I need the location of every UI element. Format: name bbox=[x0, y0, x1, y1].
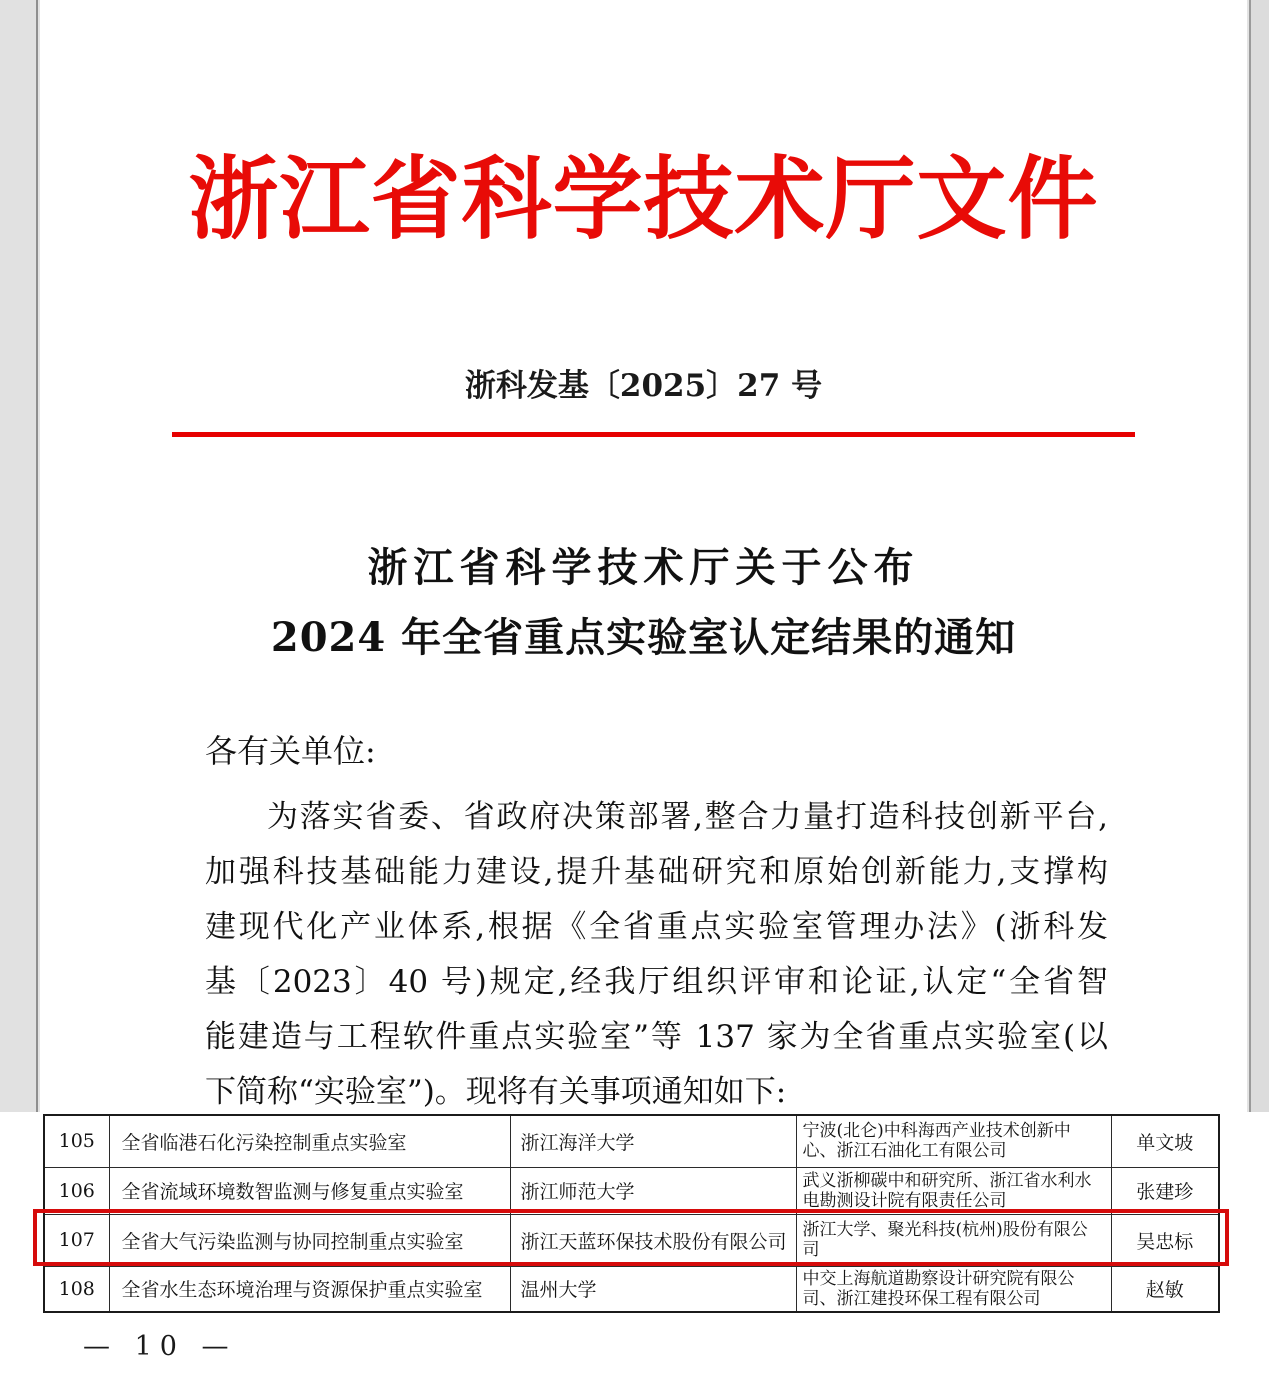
body-line: 下简称“实验室”)。现将有关事项通知如下: bbox=[205, 1074, 787, 1110]
cell-lab-name: 全省流域环境数智监测与修复重点实验室 bbox=[109, 1167, 510, 1214]
document-scan-bottom bbox=[0, 1112, 1269, 1386]
cell-no: 105 bbox=[44, 1115, 109, 1167]
cell-lab-name: 全省大气污染监测与协同控制重点实验室 bbox=[109, 1214, 510, 1266]
cell-partner-units: 中交上海航道勘察设计研究院有限公司、浙江建投环保工程有限公司 bbox=[796, 1266, 1111, 1312]
body-line: 建现代化产业体系,根据《全省重点实验室管理办法》(浙科发 bbox=[205, 909, 1108, 945]
document-number: 浙科发基〔2025〕27 号 bbox=[464, 368, 823, 404]
body-line: 为落实省委、省政府决策部署,整合力量打造科技创新平台, bbox=[267, 799, 1108, 835]
cell-director: 张建珍 bbox=[1111, 1167, 1219, 1214]
body-paragraph bbox=[205, 790, 1108, 1120]
cell-host-unit: 浙江海洋大学 bbox=[510, 1115, 796, 1167]
scan-margin-right bbox=[1249, 0, 1269, 1112]
results-table bbox=[43, 1114, 1220, 1313]
cell-director: 单文坡 bbox=[1111, 1115, 1219, 1167]
table-row bbox=[44, 1115, 1219, 1167]
notice-title-line2: 2024 年全省重点实验室认定结果的通知 bbox=[270, 614, 1017, 661]
red-divider-line bbox=[172, 432, 1135, 437]
notice-title-line1: 浙江省科学技术厅关于公布 bbox=[367, 544, 920, 591]
salutation: 各有关单位: bbox=[205, 732, 376, 770]
cell-no: 108 bbox=[44, 1266, 109, 1312]
cell-no: 106 bbox=[44, 1167, 109, 1214]
body-line: 基〔2023〕40 号)规定,经我厅组织评审和论证,认定“全省智 bbox=[205, 964, 1108, 1000]
table-row bbox=[44, 1167, 1219, 1214]
body-line: 加强科技基础能力建设,提升基础研究和原始创新能力,支撑构 bbox=[205, 854, 1108, 890]
cell-director: 赵敏 bbox=[1111, 1266, 1219, 1312]
scan-margin-left bbox=[0, 0, 38, 1112]
cell-partner-units: 武义浙柳碳中和研究所、浙江省水利水电勘测设计院有限责任公司 bbox=[796, 1167, 1111, 1214]
body-line: 能建造与工程软件重点实验室”等 137 家为全省重点实验室(以 bbox=[205, 1019, 1108, 1055]
cell-host-unit: 浙江师范大学 bbox=[510, 1167, 796, 1214]
document-header-title: 浙江省科学技术厅文件 bbox=[188, 146, 1099, 252]
cell-host-unit: 温州大学 bbox=[510, 1266, 796, 1312]
document-page bbox=[40, 0, 1247, 1112]
cell-partner-units: 宁波(北仑)中科海西产业技术创新中心、浙江石油化工有限公司 bbox=[796, 1115, 1111, 1167]
table-row bbox=[44, 1266, 1219, 1312]
cell-director: 吴忠标 bbox=[1111, 1214, 1219, 1266]
cell-lab-name: 全省水生态环境治理与资源保护重点实验室 bbox=[109, 1266, 510, 1312]
cell-lab-name: 全省临港石化污染控制重点实验室 bbox=[109, 1115, 510, 1167]
cell-partner-units: 浙江大学、聚光科技(杭州)股份有限公司 bbox=[796, 1214, 1111, 1266]
page-number: — 10 — bbox=[83, 1331, 237, 1362]
cell-host-unit: 浙江天蓝环保技术股份有限公司 bbox=[510, 1214, 796, 1266]
table-row-highlighted bbox=[44, 1214, 1219, 1266]
cell-no: 107 bbox=[44, 1214, 109, 1266]
